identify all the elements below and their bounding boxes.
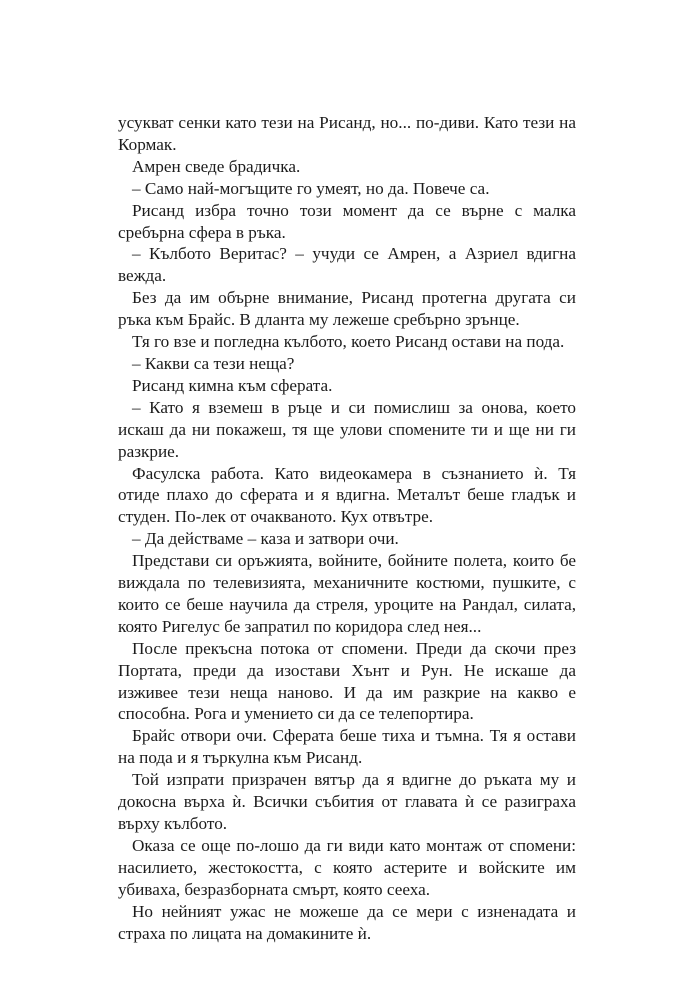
paragraph: Рисанд избра точно този момент да се върне с малка сребърна сфера в ръка. [118, 200, 576, 242]
paragraph: После прекъсна потока от спомени. Преди да скочи през Портата, преди да изостави Хънт и Рун. Не искаше да изживее тези неща наново. И да им разкрие на какво е способна. Рога и умението си да се телепортира. [118, 638, 576, 724]
paragraph: – Само най-могъщите го умеят, но да. Повече са. [132, 178, 490, 198]
paragraph: – Кълбото Веритас? – учуди се Амрен, а Азриел вдигна вежда. [118, 244, 576, 286]
paragraph: Той изпрати призрачен вятър да я вдигне до ръката му и докосна върха ѝ. Всички събития от главата ѝ се разиграха върху кълбото. [118, 770, 576, 833]
paragraph: Брайс отвори очи. Сферата беше тиха и тъмна. Тя я остави на пода и я търкулна към Рисанд. [118, 726, 576, 768]
paragraph: усукват сенки като тези на Рисанд, но... по-диви. Като тези на Кормак. [118, 113, 576, 154]
page-text [118, 112, 576, 944]
paragraph: Амрен сведе брадичка. [132, 156, 301, 176]
paragraph: Оказа се още по-лошо да ги види като монтаж от спомени: насилието, жестокостта, с която астерите и войските им убиваха, безразборната смърт, която сееха. [118, 835, 576, 899]
paragraph: – Какви са тези неща? [132, 353, 295, 373]
paragraph: – Да действаме – каза и затвори очи. [132, 529, 399, 549]
paragraph: Представи си оръжията, войните, бойните полета, които бе виждала по телевизията, механичните костюми, пушките, с които се беше научила да стреля, уроците на Рандал, силата, която Ригелус бе запратил по коридора след нея... [118, 551, 576, 636]
paragraph: Но нейният ужас не можеше да се мери с изненадата и страха по лицата на домакините ѝ. [118, 901, 576, 943]
paragraph: Рисанд кимна към сферата. [132, 375, 333, 395]
paragraph: Тя го взе и погледна кълбото, което Рисанд остави на пода. [132, 332, 565, 352]
paragraph: Без да им обърне внимание, Рисанд протегна другата си ръка към Брайс. В дланта му лежеше сребърно зрънце. [118, 288, 576, 330]
paragraph: – Като я вземеш в ръце и си помислиш за онова, което искаш да ни покажеш, тя ще улови спомените ти и ще ни ги разкрие. [118, 397, 576, 461]
paragraph: Фасулска работа. Като видеокамера в съзнанието ѝ. Тя отиде плахо до сферата и я вдигна. Металът беше гладък и студен. По-лек от очакваното. Кух отвътре. [118, 463, 576, 527]
